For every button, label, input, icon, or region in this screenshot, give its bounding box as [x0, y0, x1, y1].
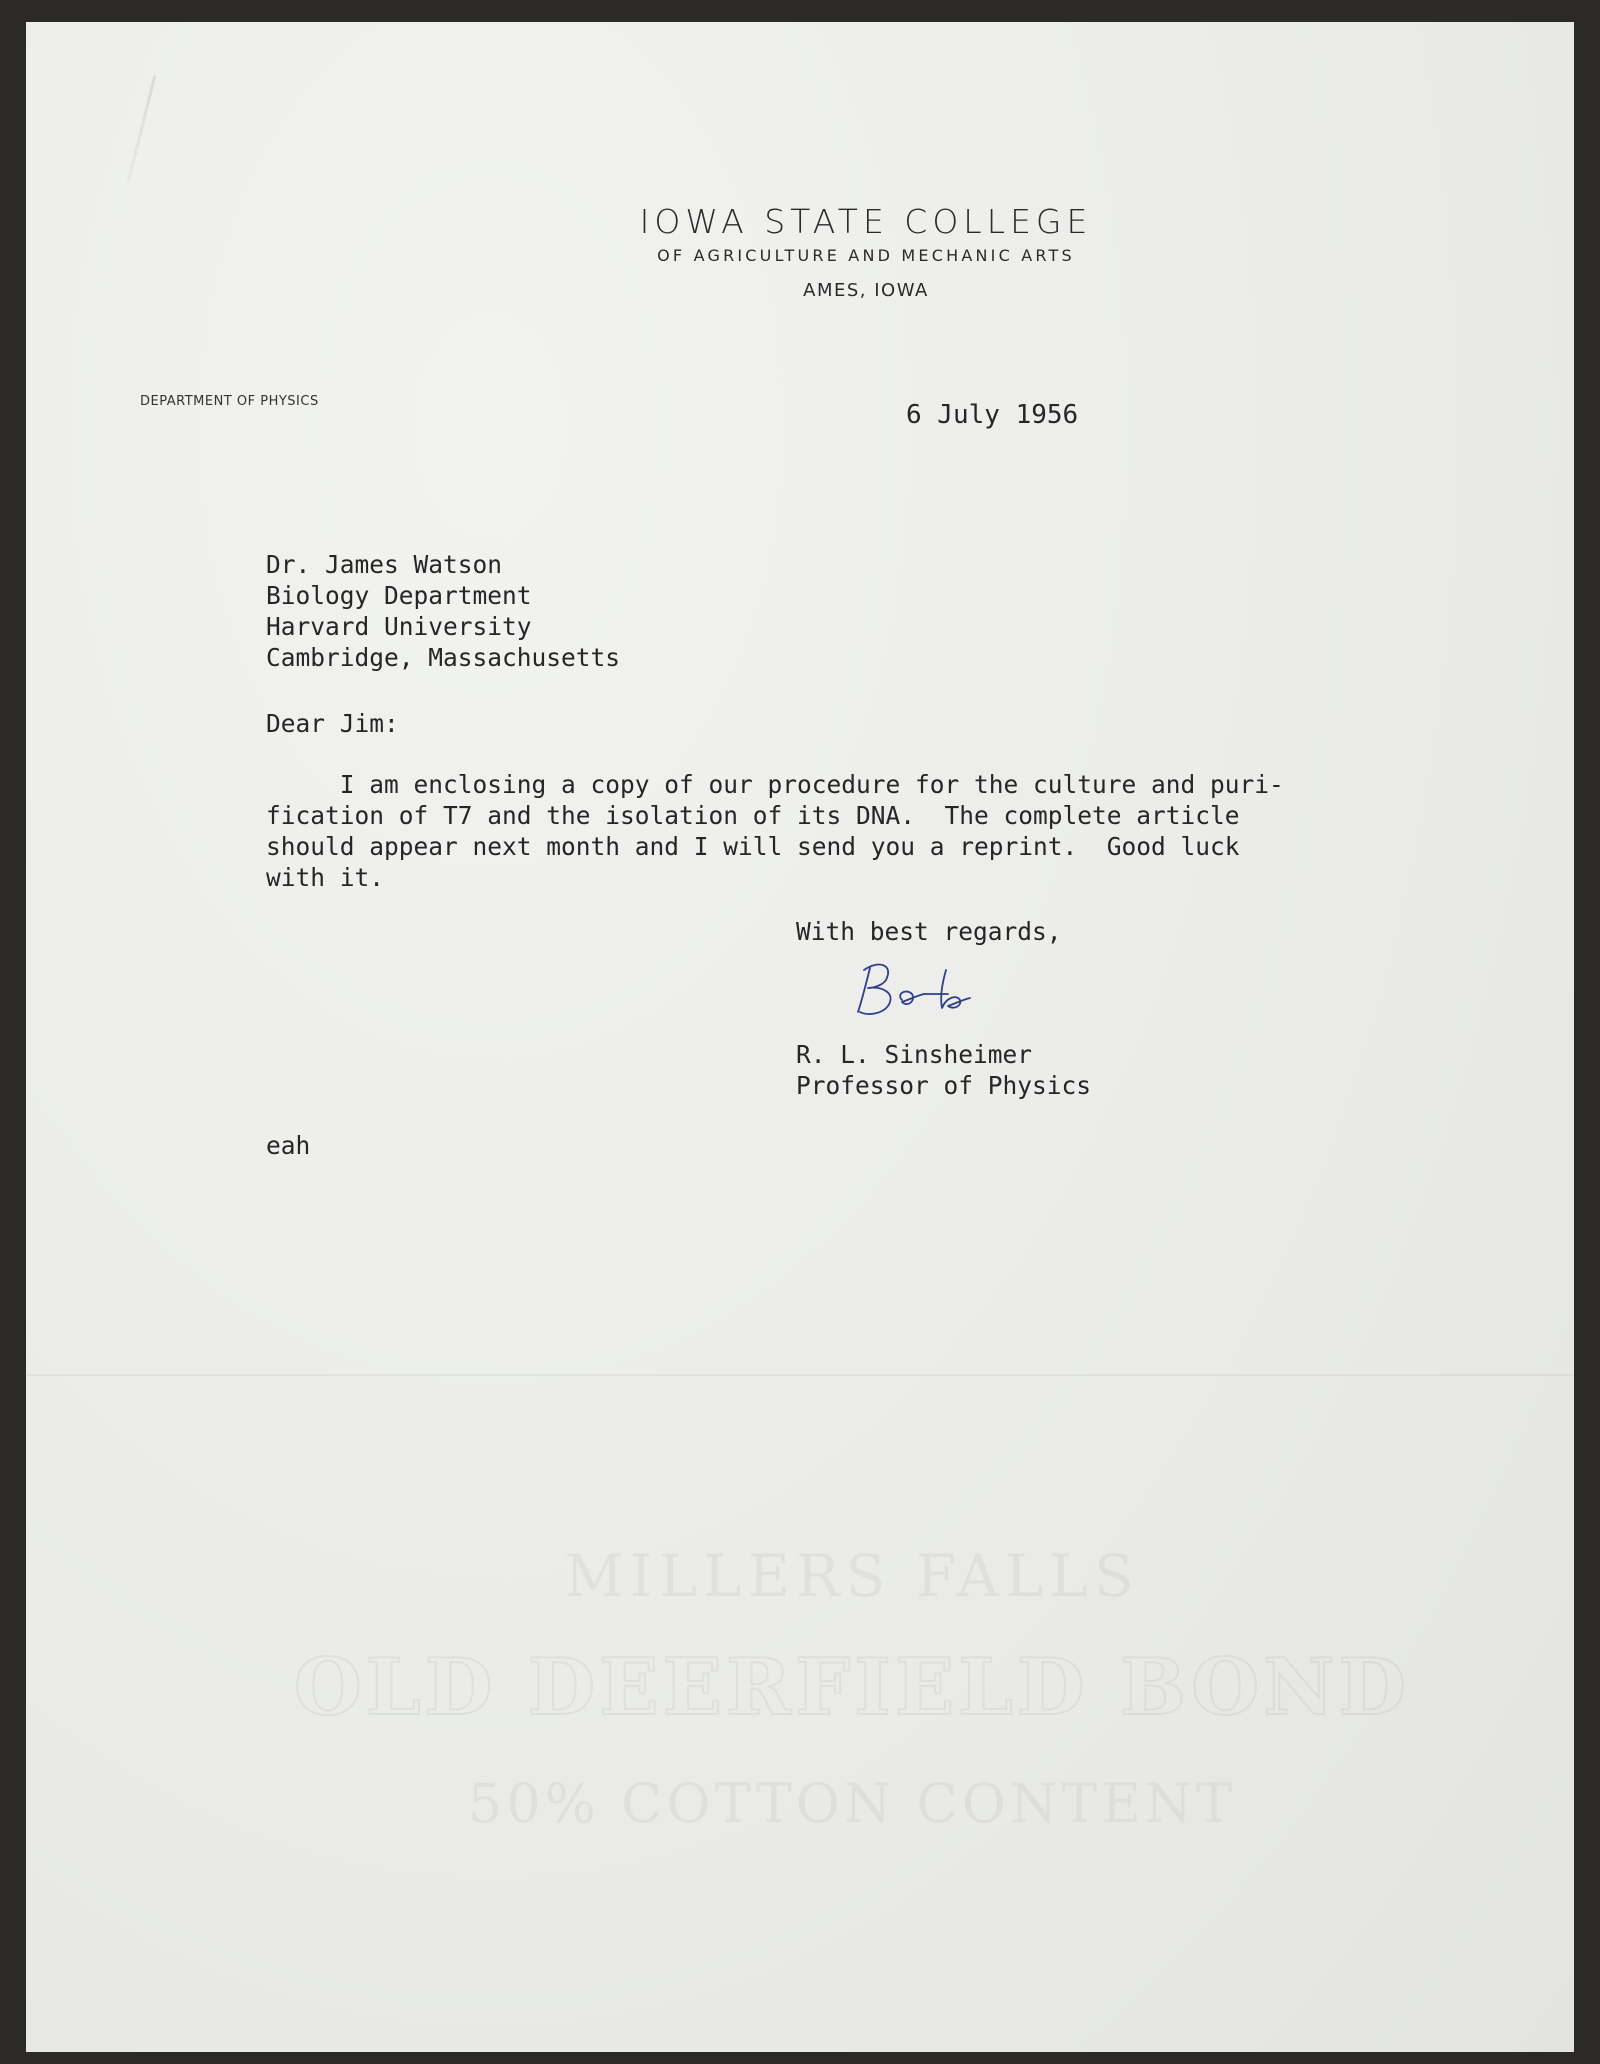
closing: With best regards,	[796, 917, 1062, 946]
letter-page	[26, 22, 1574, 2052]
watermark-line-1	[78, 1542, 1574, 1610]
body-line: I am enclosing a copy of our procedure for the culture and puri-	[266, 770, 1284, 799]
typist-initials: eah	[266, 1131, 311, 1160]
handwritten-signature	[850, 954, 990, 1024]
recipient-institution: Harvard University	[266, 612, 532, 641]
body-line: fication of T7 and the isolation of its DNA. The complete article	[266, 801, 1240, 830]
paper-crease	[127, 75, 157, 182]
recipient-name: Dr. James Watson	[266, 550, 503, 579]
letterhead-location: AMES, IOWA	[803, 280, 929, 301]
signer-block	[796, 1039, 1091, 1101]
letterhead-subtitle: OF AGRICULTURE AND MECHANIC ARTS	[657, 246, 1075, 265]
salutation: Dear Jim:	[266, 709, 399, 738]
letter-date: 6 July 1956	[906, 400, 1079, 430]
letter-body	[266, 769, 1284, 893]
recipient-department: Biology Department	[266, 581, 532, 610]
recipient-address	[266, 549, 620, 673]
watermark-line-3	[78, 1772, 1574, 1835]
body-line: should appear next month and I will send you a reprint. Good luck	[266, 832, 1240, 861]
signer-name: R. L. Sinsheimer	[796, 1040, 1033, 1069]
signer-title: Professor of Physics	[796, 1071, 1092, 1100]
watermark-line-2: OLD DEERFIELD BOND	[293, 1642, 1411, 1733]
letterhead-institution: IOWA STATE COLLEGE	[639, 202, 1093, 241]
body-line: with it.	[266, 863, 385, 892]
recipient-city: Cambridge, Massachusetts	[266, 643, 621, 672]
letterhead-department: DEPARTMENT OF PHYSICS	[140, 394, 319, 409]
paper-fold	[26, 1374, 1574, 1376]
